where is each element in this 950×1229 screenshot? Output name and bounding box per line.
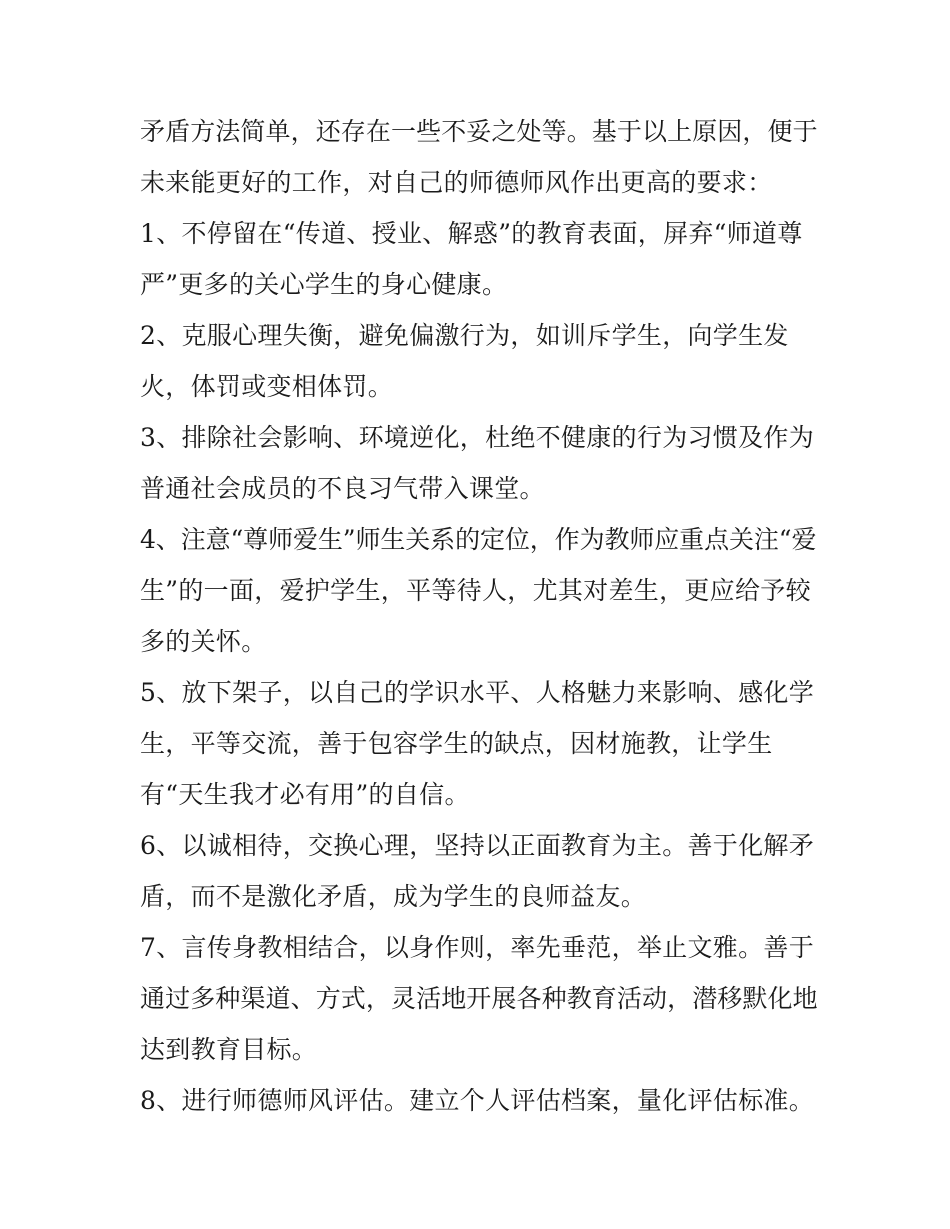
list-item-4-line: 生”的一面，爱护学生，平等待人，尤其对差生，更应给予较	[140, 576, 811, 605]
list-item-2-line: 火，体罚或变相体罚。	[140, 372, 394, 401]
list-item-4-line: 多的关怀。	[140, 627, 267, 656]
list-item-3-line: 普通社会成员的不良习气带入课堂。	[140, 474, 545, 503]
list-item-8-line: 8、进行师德师风评估。建立个人评估档案，量化评估标准。	[140, 1086, 815, 1115]
list-item-1-line: 严”更多的关心学生的身心健康。	[140, 270, 508, 299]
document-body	[140, 106, 820, 1126]
list-item-4-line: 4、注意“尊师爱生”师生关系的定位，作为教师应重点关注“爱	[140, 525, 817, 554]
list-item-5-line: 有“天生我才必有用”的自信。	[140, 780, 470, 809]
list-item-7-line: 7、言传身教相结合，以身作则，率先垂范，举止文雅。善于	[140, 933, 815, 962]
list-item-6-line: 6、以诚相待，交换心理，坚持以正面教育为主。善于化解矛	[140, 831, 815, 860]
list-item-7-line: 通过多种渠道、方式，灵活地开展各种教育活动，潜移默化地	[140, 984, 818, 1013]
list-item-2-line: 2、克服心理失衡，避免偏激行为，如训斥学生，向学生发	[140, 321, 789, 350]
list-item-5-line: 5、放下架子，以自己的学识水平、人格魅力来影响、感化学	[140, 678, 815, 707]
list-item-5-line: 生，平等交流，善于包容学生的缺点，因材施教，让学生	[140, 729, 773, 758]
list-item-7-line: 达到教育目标。	[140, 1035, 318, 1064]
list-item-1-line: 1、不停留在“传道、授业、解惑”的教育表面，屏弃“师道尊	[140, 219, 803, 248]
text-line: 矛盾方法简单，还存在一些不妥之处等。基于以上原因，便于	[140, 117, 818, 146]
text-line: 未来能更好的工作，对自己的师德师风作出更高的要求：	[140, 168, 773, 197]
list-item-6-line: 盾，而不是激化矛盾，成为学生的良师益友。	[140, 882, 647, 911]
list-item-3-line: 3、排除社会影响、环境逆化，杜绝不健康的行为习惯及作为	[140, 423, 815, 452]
